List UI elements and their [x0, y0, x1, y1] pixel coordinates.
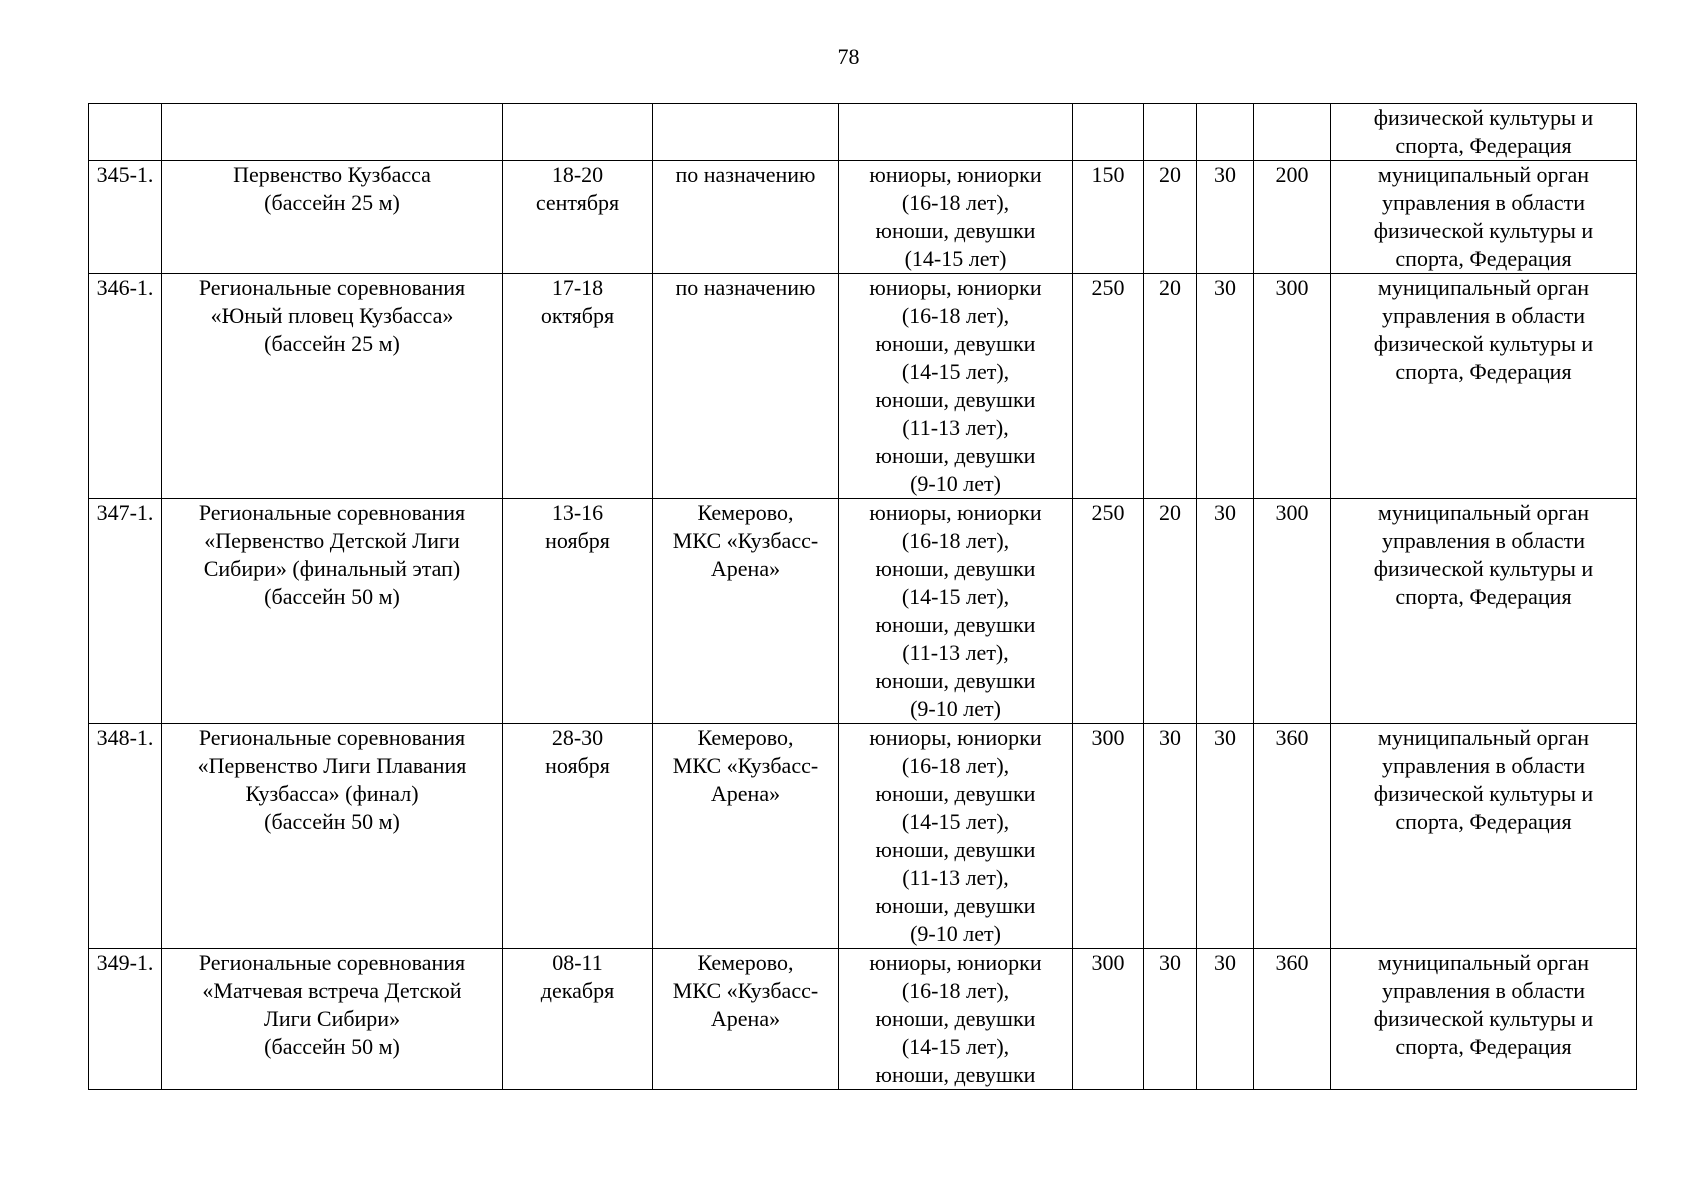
count-cell: 360: [1254, 949, 1331, 1090]
count-cell: 250: [1073, 499, 1144, 724]
table-row: [89, 161, 1637, 274]
event-place: по назначению: [653, 161, 839, 274]
event-dates: 18-20 сентября: [503, 161, 653, 274]
row-number: 348-1.: [89, 724, 162, 949]
count-cell: 360: [1254, 724, 1331, 949]
count-cell: 30: [1197, 724, 1254, 949]
event-place: Кемерово, МКС «Кузбасс- Арена»: [653, 949, 839, 1090]
event-name: Региональные соревнования «Матчевая встреча Детской Лиги Сибири» (бассейн 50 м): [162, 949, 503, 1090]
table-row: [89, 104, 1637, 161]
count-cell: 20: [1144, 274, 1197, 499]
organizers: физической культуры и спорта, Федерация: [1331, 104, 1637, 161]
event-place: Кемерово, МКС «Кузбасс- Арена»: [653, 724, 839, 949]
event-name: Региональные соревнования «Первенство Детской Лиги Сибири» (финальный этап) (бассейн 50 м): [162, 499, 503, 724]
participants: [839, 104, 1073, 161]
organizers: муниципальный орган управления в области физической культуры и спорта, Федерация: [1331, 499, 1637, 724]
participants: юниоры, юниорки (16-18 лет), юноши, девушки (14-15 лет), юноши, девушки: [839, 949, 1073, 1090]
count-cell: 200: [1254, 161, 1331, 274]
event-name: Региональные соревнования «Юный пловец Кузбасса» (бассейн 25 м): [162, 274, 503, 499]
participants: юниоры, юниорки (16-18 лет), юноши, девушки (14-15 лет), юноши, девушки (11-13 лет), юноши, девушки (9-10 лет): [839, 499, 1073, 724]
table-row: [89, 949, 1637, 1090]
event-dates: 13-16 ноября: [503, 499, 653, 724]
event-name: Первенство Кузбасса (бассейн 25 м): [162, 161, 503, 274]
organizers: муниципальный орган управления в области физической культуры и спорта, Федерация: [1331, 949, 1637, 1090]
participants: юниоры, юниорки (16-18 лет), юноши, девушки (14-15 лет), юноши, девушки (11-13 лет), юноши, девушки (9-10 лет): [839, 724, 1073, 949]
count-cell: 30: [1197, 499, 1254, 724]
participants: юниоры, юниорки (16-18 лет), юноши, девушки (14-15 лет): [839, 161, 1073, 274]
events-table: [88, 103, 1637, 1090]
participants: юниоры, юниорки (16-18 лет), юноши, девушки (14-15 лет), юноши, девушки (11-13 лет), юноши, девушки (9-10 лет): [839, 274, 1073, 499]
count-cell: [1144, 104, 1197, 161]
event-dates: 08-11 декабря: [503, 949, 653, 1090]
event-dates: 17-18 октября: [503, 274, 653, 499]
count-cell: 30: [1144, 949, 1197, 1090]
row-number: 345-1.: [89, 161, 162, 274]
count-cell: 300: [1254, 499, 1331, 724]
table-row: [89, 724, 1637, 949]
count-cell: 150: [1073, 161, 1144, 274]
row-number: [89, 104, 162, 161]
organizers: муниципальный орган управления в области физической культуры и спорта, Федерация: [1331, 161, 1637, 274]
row-number: 347-1.: [89, 499, 162, 724]
count-cell: 250: [1073, 274, 1144, 499]
count-cell: 30: [1197, 161, 1254, 274]
event-name: Региональные соревнования «Первенство Лиги Плавания Кузбасса» (финал) (бассейн 50 м): [162, 724, 503, 949]
count-cell: 30: [1197, 274, 1254, 499]
event-name: [162, 104, 503, 161]
table-row: [89, 274, 1637, 499]
count-cell: 30: [1197, 949, 1254, 1090]
count-cell: 300: [1073, 724, 1144, 949]
count-cell: [1073, 104, 1144, 161]
event-place: по назначению: [653, 274, 839, 499]
count-cell: 300: [1073, 949, 1144, 1090]
count-cell: 20: [1144, 161, 1197, 274]
count-cell: 20: [1144, 499, 1197, 724]
row-number: 346-1.: [89, 274, 162, 499]
page-number: 78: [837, 44, 860, 69]
organizers: муниципальный орган управления в области физической культуры и спорта, Федерация: [1331, 274, 1637, 499]
event-dates: 28-30 ноября: [503, 724, 653, 949]
event-place: [653, 104, 839, 161]
event-place: Кемерово, МКС «Кузбасс- Арена»: [653, 499, 839, 724]
count-cell: [1197, 104, 1254, 161]
count-cell: 30: [1144, 724, 1197, 949]
event-dates: [503, 104, 653, 161]
row-number: 349-1.: [89, 949, 162, 1090]
organizers: муниципальный орган управления в области физической культуры и спорта, Федерация: [1331, 724, 1637, 949]
count-cell: [1254, 104, 1331, 161]
table-row: [89, 499, 1637, 724]
count-cell: 300: [1254, 274, 1331, 499]
